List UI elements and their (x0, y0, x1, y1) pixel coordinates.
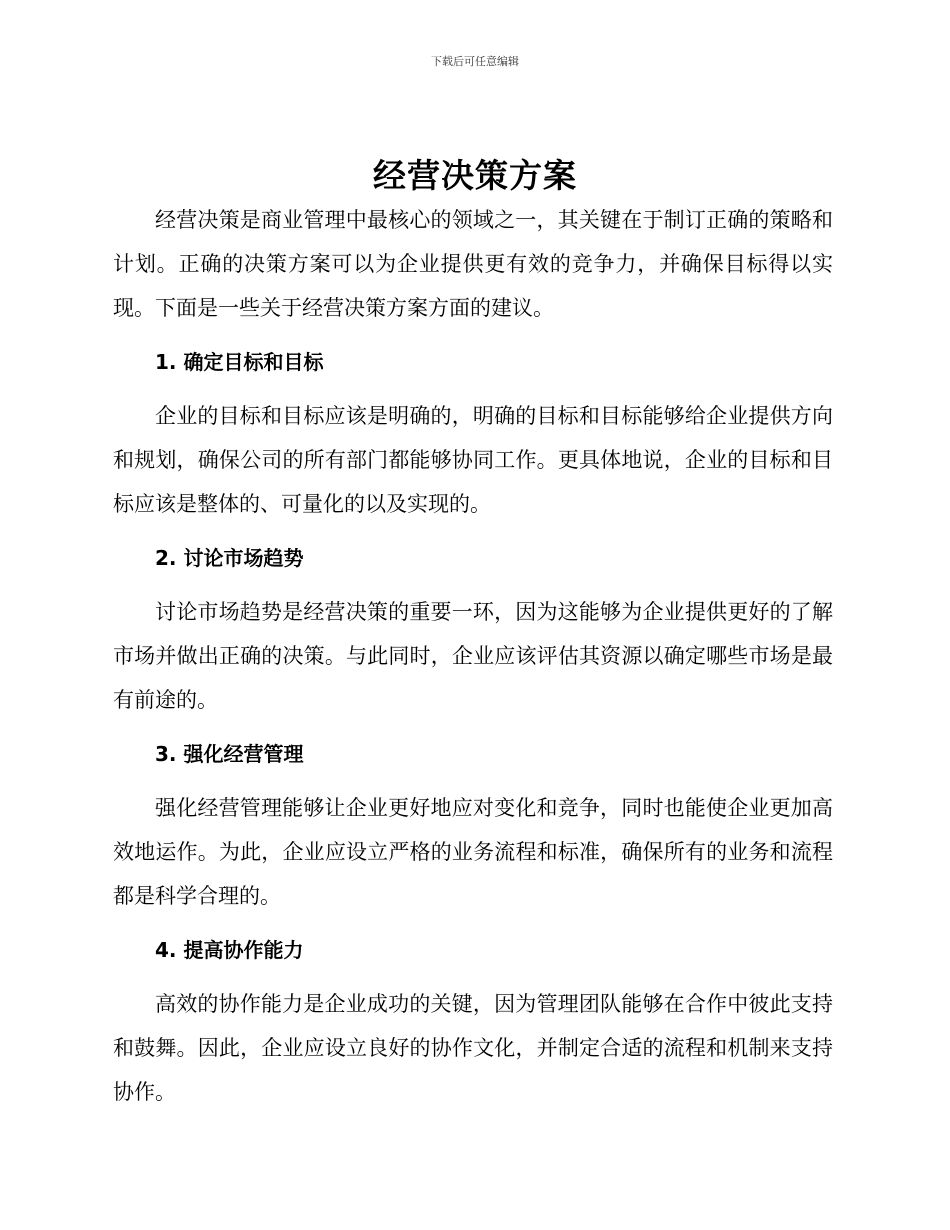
section-heading: 2. 讨论市场趋势 (155, 546, 304, 570)
section-paragraph: 讨论市场趋势是经营决策的重要一环，因为这能够为企业提供更好的了解市场并做出正确的决策。与此同时，企业应该评估其资源以确定哪些市场是最有前途的。 (113, 600, 833, 712)
header-note: 下载后可任意编辑 (431, 55, 519, 68)
section-3 (113, 722, 833, 918)
intro-paragraph: 经营决策是商业管理中最核心的领域之一，其关键在于制订正确的策略和计划。正确的决策方案可以为企业提供更有效的竞争力，并确保目标得以实现。下面是一些关于经营决策方案方面的建议。 (113, 208, 833, 320)
section-paragraph: 强化经营管理能够让企业更好地应对变化和竞争，同时也能使企业更加高效地运作。为此，企业应设立严格的业务流程和标准，确保所有的业务和流程都是科学合理的。 (113, 796, 833, 908)
section-paragraph: 高效的协作能力是企业成功的关键，因为管理团队能够在合作中彼此支持和鼓舞。因此，企业应设立良好的协作文化，并制定合适的流程和机制来支持协作。 (113, 992, 833, 1104)
document-body (113, 198, 833, 1114)
section-heading: 3. 强化经营管理 (155, 742, 304, 766)
section-2 (113, 526, 833, 722)
section-4 (113, 918, 833, 1114)
section-heading: 1. 确定目标和目标 (155, 350, 324, 374)
section-1 (113, 330, 833, 526)
section-paragraph: 企业的目标和目标应该是明确的，明确的目标和目标能够给企业提供方向和规划，确保公司的所有部门都能够协同工作。更具体地说，企业的目标和目标应该是整体的、可量化的以及实现的。 (113, 404, 833, 516)
document-title: 经营决策方案 (373, 156, 577, 195)
section-heading: 4. 提高协作能力 (155, 938, 304, 962)
